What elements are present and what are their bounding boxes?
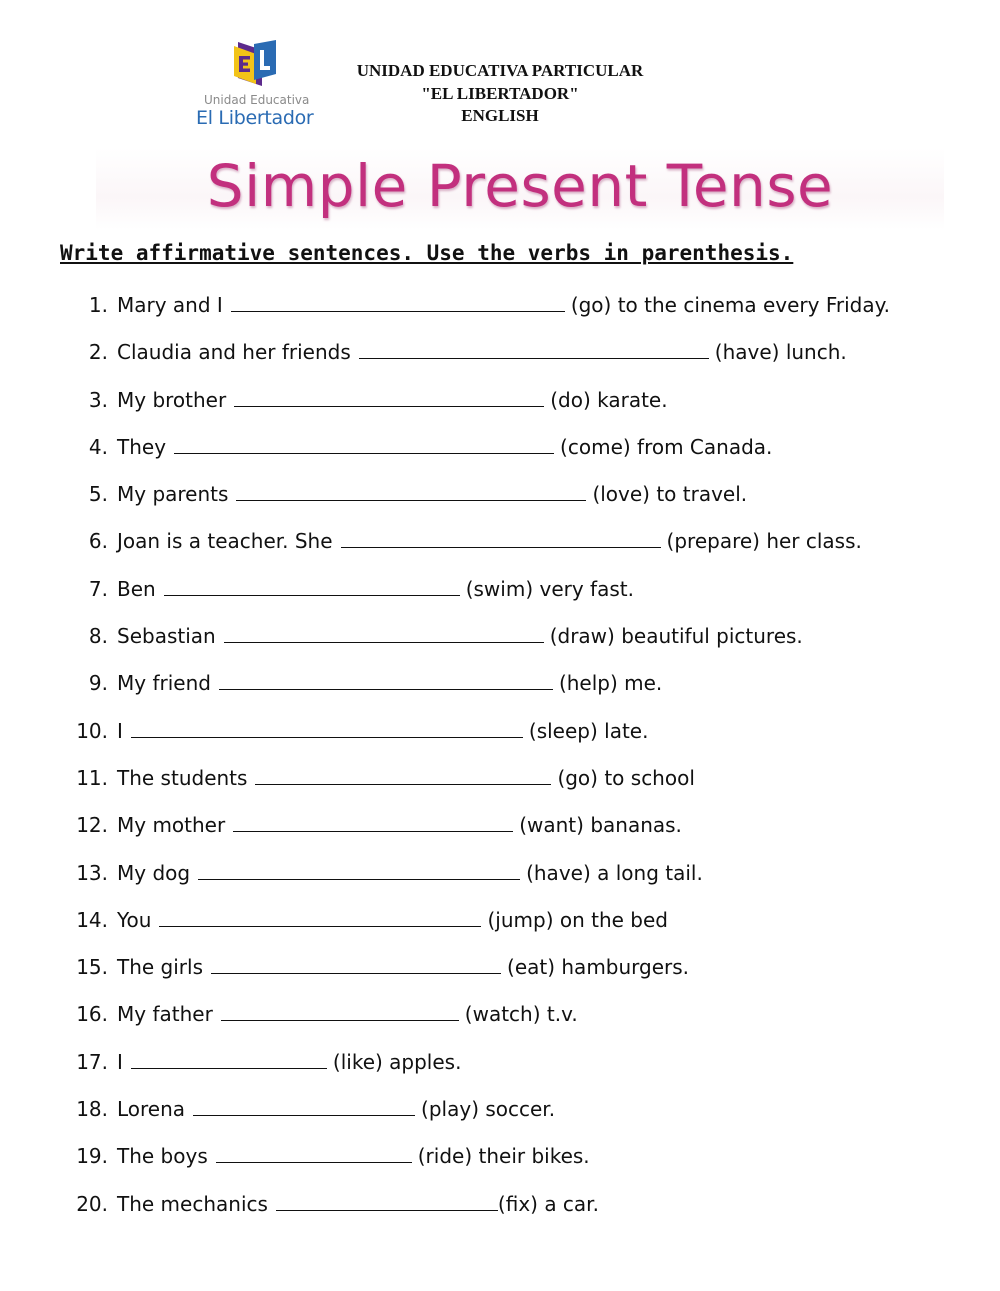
- exercise-number: 9.: [88, 671, 108, 696]
- exercise-item: [0, 287, 1000, 334]
- exercise-item: [0, 1138, 1000, 1185]
- exercise-number: 20.: [76, 1191, 108, 1216]
- exercise-hint: (want) bananas.: [519, 813, 682, 838]
- answer-blank[interactable]: [174, 431, 554, 454]
- logo-name: El Libertador: [196, 107, 314, 129]
- exercise-hint: (help) me.: [558, 671, 663, 696]
- answer-blank[interactable]: [276, 1188, 498, 1211]
- exercise-prompt: My friend: [117, 671, 211, 696]
- exercise-hint: (come) from Canada.: [560, 434, 773, 459]
- answer-blank[interactable]: [233, 809, 513, 832]
- answer-blank[interactable]: [219, 667, 553, 690]
- exercise-item: [0, 1091, 1000, 1138]
- answer-blank[interactable]: [234, 384, 544, 407]
- exercise-number: 14.: [76, 907, 108, 932]
- exercise-prompt: Joan is a teacher. She: [117, 529, 333, 554]
- answer-blank[interactable]: [198, 857, 520, 880]
- answer-blank[interactable]: [236, 478, 586, 501]
- exercise-number: 19.: [76, 1144, 108, 1169]
- exercise-hint: (play) soccer.: [421, 1097, 556, 1122]
- exercise-prompt: Claudia and her friends: [117, 340, 351, 365]
- exercise-item: [0, 1044, 1000, 1091]
- exercise-item: [0, 618, 1000, 665]
- exercise-item: [0, 949, 1000, 996]
- instructions: Write affirmative sentences. Use the verbs in parenthesis.: [60, 241, 794, 265]
- answer-blank[interactable]: [131, 1046, 327, 1069]
- exercise-hint: (have) a long tail.: [526, 860, 703, 885]
- exercise-hint: (ride) their bikes.: [417, 1144, 590, 1169]
- exercise-prompt: The students: [117, 765, 248, 790]
- exercise-hint: (prepare) her class.: [666, 529, 862, 554]
- exercise-prompt: They: [117, 434, 167, 459]
- exercise-item: [0, 902, 1000, 949]
- exercise-item: [0, 665, 1000, 712]
- exercise-hint: (jump) on the bed: [487, 907, 669, 932]
- exercise-hint: (swim) very fast.: [465, 576, 634, 601]
- exercise-item: [0, 1186, 1000, 1233]
- exercise-number: 17.: [76, 1049, 108, 1074]
- exercise-prompt: My parents: [117, 482, 229, 507]
- exercise-hint: (like) apples.: [332, 1049, 462, 1074]
- exercise-item: [0, 996, 1000, 1043]
- el-logo-icon: [232, 40, 278, 88]
- exercise-hint: (go) to school: [557, 765, 695, 790]
- answer-blank[interactable]: [255, 762, 551, 785]
- school-line-1: UNIDAD EDUCATIVA PARTICULAR: [356, 61, 644, 80]
- exercise-number: 7.: [88, 576, 108, 601]
- page-title: Simple Present Tense: [206, 152, 834, 220]
- exercise-number: 16.: [76, 1002, 108, 1027]
- answer-blank[interactable]: [341, 525, 661, 548]
- answer-blank[interactable]: [193, 1093, 415, 1116]
- school-line-2: "EL LIBERTADOR": [421, 83, 579, 103]
- exercise-hint: (eat) hamburgers.: [507, 955, 690, 980]
- exercise-item: [0, 571, 1000, 618]
- exercise-number: 15.: [76, 955, 108, 980]
- exercise-hint: (fix) a car.: [497, 1191, 599, 1216]
- exercise-item: [0, 713, 1000, 760]
- exercise-item: [0, 382, 1000, 429]
- exercise-prompt: The girls: [117, 955, 204, 980]
- exercise-number: 6.: [88, 529, 108, 554]
- answer-blank[interactable]: [211, 951, 501, 974]
- exercise-number: 13.: [76, 860, 108, 885]
- exercise-prompt: You: [117, 907, 152, 932]
- exercise-number: 18.: [76, 1097, 108, 1122]
- answer-blank[interactable]: [159, 904, 481, 927]
- exercise-prompt: Mary and I: [117, 293, 223, 317]
- exercise-prompt: My dog: [117, 860, 191, 885]
- exercise-prompt: My brother: [117, 387, 227, 412]
- exercise-prompt: My father: [117, 1002, 213, 1027]
- exercise-prompt: Ben: [117, 576, 156, 601]
- logo-subtitle: Unidad Educativa: [204, 93, 310, 107]
- exercise-prompt: My mother: [117, 813, 226, 838]
- exercise-number: 8.: [88, 624, 108, 649]
- answer-blank[interactable]: [131, 715, 523, 738]
- exercise-prompt: I: [117, 718, 123, 743]
- exercise-number: 3.: [88, 387, 108, 412]
- exercise-prompt: Lorena: [117, 1097, 186, 1122]
- exercise-item: [0, 855, 1000, 902]
- exercise-item: [0, 429, 1000, 476]
- exercise-number: 11.: [76, 765, 108, 790]
- exercise-item: [0, 523, 1000, 570]
- exercise-number: 1.: [88, 293, 108, 317]
- answer-blank[interactable]: [221, 998, 459, 1021]
- exercise-number: 12.: [76, 813, 108, 838]
- exercise-prompt: The mechanics: [117, 1191, 268, 1216]
- exercise-hint: (love) to travel.: [592, 482, 748, 507]
- exercise-hint: (draw) beautiful pictures.: [549, 624, 803, 649]
- exercise-list: [0, 287, 1000, 1233]
- exercise-hint: (sleep) late.: [528, 718, 649, 743]
- exercise-hint: (have) lunch.: [714, 340, 847, 365]
- exercise-hint: (do) karate.: [550, 387, 668, 412]
- exercise-number: 4.: [88, 434, 108, 459]
- answer-blank[interactable]: [164, 573, 460, 596]
- exercise-prompt: The boys: [117, 1144, 208, 1169]
- exercise-hint: (go) to the cinema every Friday.: [570, 293, 890, 317]
- exercise-number: 10.: [76, 718, 108, 743]
- exercise-item: [0, 476, 1000, 523]
- answer-blank[interactable]: [216, 1140, 412, 1163]
- answer-blank[interactable]: [359, 336, 709, 359]
- title-banner: [96, 148, 944, 230]
- exercise-item: [0, 334, 1000, 381]
- exercise-number: 2.: [88, 340, 108, 365]
- exercise-number: 5.: [88, 482, 108, 507]
- school-line-3: ENGLISH: [461, 106, 539, 125]
- exercise-prompt: Sebastian: [117, 624, 216, 649]
- exercise-hint: (watch) t.v.: [464, 1002, 578, 1027]
- exercise-prompt: I: [117, 1049, 123, 1074]
- exercise-item: [0, 807, 1000, 854]
- school-header: [300, 60, 700, 128]
- answer-blank[interactable]: [224, 620, 544, 643]
- answer-blank[interactable]: [231, 289, 565, 312]
- exercise-item: [0, 760, 1000, 807]
